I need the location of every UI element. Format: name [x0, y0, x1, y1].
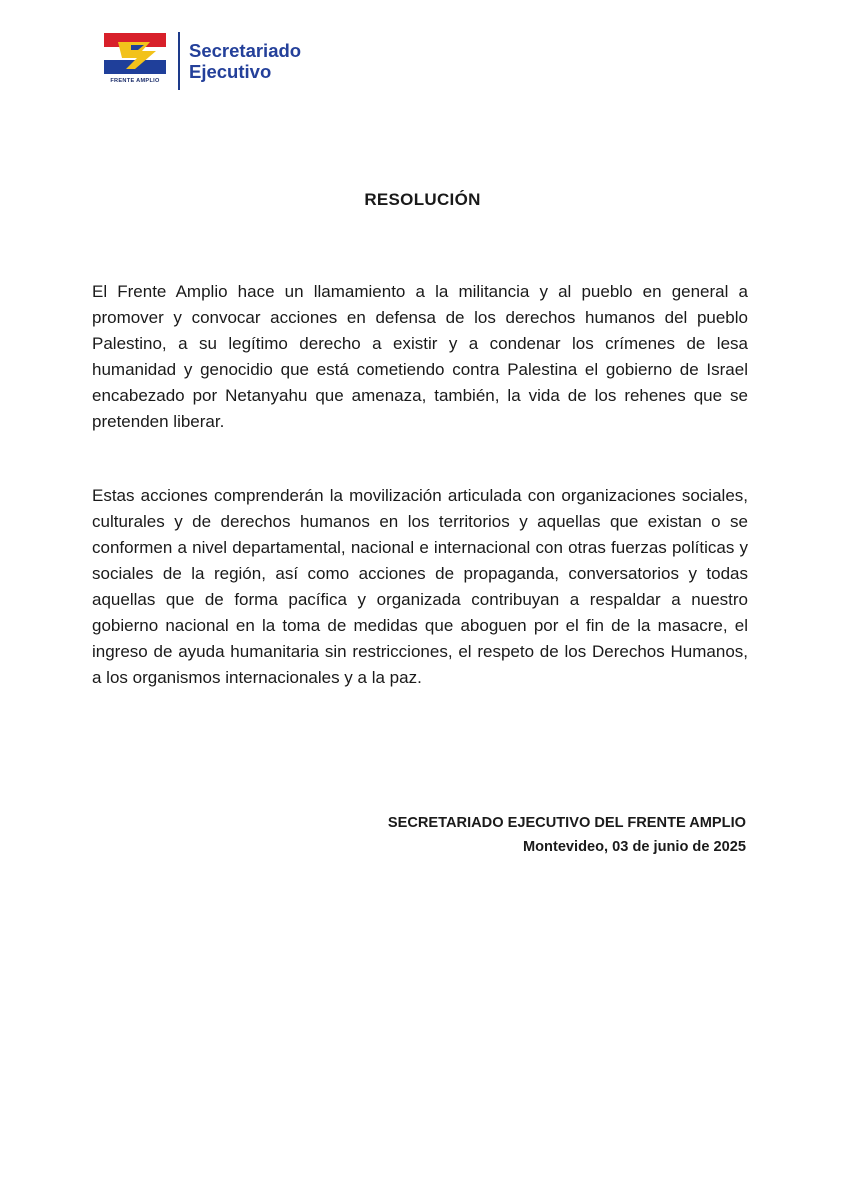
- place-date: Montevideo, 03 de junio de 2025: [522, 839, 746, 855]
- frente-amplio-logo: [104, 33, 166, 89]
- header-divider: [178, 32, 180, 90]
- flag-icon: [104, 33, 166, 77]
- org-name-line2: Ejecutivo: [189, 61, 272, 82]
- logo-caption: FRENTE AMPLIO: [110, 78, 160, 84]
- paragraph-1: El Frente Amplio hace un llamamiento a la militancia y al pueblo en general a promover y convocar acciones en defensa de los derechos humanos del pueblo Palestino, a su legítimo derecho a existir y a condenar los crímenes de lesa humanidad y genocidio que está cometiendo contra Palestina el gobierno de Israel encabezado por Netanyahu que amenaza, también, la vida de los rehenes que se pretenden liberar.: [92, 282, 748, 431]
- letterhead: [104, 32, 301, 90]
- paragraph-2: Estas acciones comprenderán la movilización articulada con organizaciones sociales, culturales y de derechos humanos en los territorios y aquellas que existan o se conformen a nivel departamental, nacional e internacional con otras fuerzas políticas y sociales de la región, así como acciones de propaganda, conversatorios y todas aquellas que de forma pacífica y organizada contribuyan a respaldar a nuestro gobierno nacional en la toma de medidas que aboguen por el fin de la masacre, el ingreso de ayuda humanitaria sin restricciones, el respeto de los Derechos Humanos, a los organismos internacionales y a la paz.: [92, 486, 748, 687]
- document-title: RESOLUCIÓN: [364, 190, 481, 209]
- org-name-line1: Secretariado: [189, 40, 302, 61]
- signature: SECRETARIADO EJECUTIVO DEL FRENTE AMPLIO: [387, 815, 746, 831]
- org-name: [189, 40, 301, 82]
